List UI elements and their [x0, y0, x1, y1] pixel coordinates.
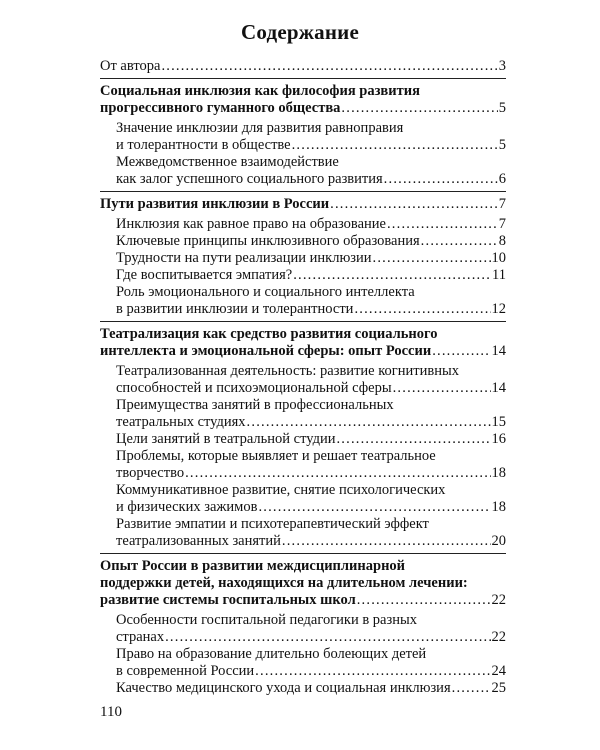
toc-entry-text: Развитие эмпатии и психотерапевтический эффект [116, 516, 429, 532]
toc-entry-text: Преимущества занятий в профессиональных [116, 397, 394, 413]
toc-entry-text: интеллекта и эмоциональной сферы: опыт России [100, 343, 432, 359]
toc-section-3[interactable] [100, 326, 506, 360]
toc-page-number: 18 [491, 465, 506, 481]
leader-dots [373, 250, 491, 267]
toc-page-number: 18 [491, 499, 506, 515]
toc-entry-1b[interactable] [100, 154, 506, 188]
toc-entry-text: Трудности на пути реализации инклюзии [116, 250, 372, 266]
toc-entry-3e[interactable] [100, 482, 506, 516]
leader-dots [161, 58, 497, 75]
toc-section-2[interactable] [100, 196, 506, 213]
toc-entry-1a[interactable] [100, 120, 506, 154]
toc-entry-text: театрализованных занятий [116, 533, 281, 549]
leader-dots [336, 431, 490, 448]
section-divider [100, 321, 506, 322]
toc-entry-3c[interactable] [100, 431, 506, 448]
toc-page-number: 22 [491, 592, 506, 608]
toc-page-number: 25 [491, 680, 506, 696]
page-number: 110 [100, 704, 122, 720]
leader-dots [432, 343, 490, 360]
toc-entry-author-foreword[interactable] [100, 58, 506, 75]
toc-entry-4a[interactable] [100, 612, 506, 646]
leader-dots [282, 533, 491, 550]
toc-section-1[interactable] [100, 83, 506, 117]
toc-page-number: 7 [498, 196, 506, 212]
toc-entry-text: Опыт России в развитии междисциплинарной [100, 558, 406, 574]
toc-entry-text: Качество медицинского ухода и социальная инклюзия [116, 680, 451, 696]
toc-entry-text: и физических зажимов [116, 499, 258, 515]
toc-entry-text: Инклюзия как равное право на образование [116, 216, 386, 232]
leader-dots [247, 414, 491, 431]
toc-page-number: 12 [491, 301, 506, 317]
leader-dots [357, 592, 491, 609]
toc-entry-text: Ключевые принципы инклюзивного образования [116, 233, 420, 249]
toc-entry-4b[interactable] [100, 646, 506, 680]
toc-page-number: 8 [498, 233, 506, 249]
toc-entry-text: Роль эмоционального и социального интеллекта [116, 284, 415, 300]
toc-entry-text: Коммуникативное развитие, снятие психологических [116, 482, 446, 498]
table-of-contents [100, 58, 506, 697]
toc-entry-3a[interactable] [100, 363, 506, 397]
toc-page-number: 10 [491, 250, 506, 266]
leader-dots [185, 465, 490, 482]
toc-page-number: 14 [491, 380, 506, 396]
leader-dots [258, 499, 490, 516]
toc-entry-text: способностей и психоэмоциональной сферы [116, 380, 392, 396]
toc-page-number: 22 [491, 629, 506, 645]
leader-dots [421, 233, 498, 250]
toc-entry-text: От автора [100, 58, 161, 74]
toc-page-number: 5 [498, 137, 506, 153]
toc-entry-text: Театрализованная деятельность: развитие когнитивных [116, 363, 459, 379]
section-divider [100, 78, 506, 79]
toc-entry-4c[interactable] [100, 680, 506, 697]
toc-page-number: 20 [491, 533, 506, 549]
toc-page-number: 24 [491, 663, 506, 679]
leader-dots [393, 380, 491, 397]
toc-page-number: 11 [492, 267, 506, 283]
leader-dots [255, 663, 490, 680]
toc-page-number: 3 [498, 58, 506, 74]
toc-page-number: 14 [491, 343, 506, 359]
leader-dots [384, 171, 498, 188]
leader-dots [293, 267, 491, 284]
toc-entry-text: как залог успешного социального развития [116, 171, 383, 187]
toc-entry-text: развитие системы госпитальных школ [100, 592, 356, 608]
toc-entry-3b[interactable] [100, 397, 506, 431]
leader-dots [292, 137, 498, 154]
leader-dots [452, 680, 491, 697]
leader-dots [165, 629, 490, 646]
toc-entry-3f[interactable] [100, 516, 506, 550]
toc-entry-text: Проблемы, которые выявляет и решает театральное [116, 448, 436, 464]
toc-section-4[interactable] [100, 558, 506, 609]
toc-entry-text: творчество [116, 465, 185, 481]
toc-entry-2d[interactable] [100, 267, 506, 284]
toc-entry-text: в современной России [116, 663, 255, 679]
toc-entry-text: Где воспитывается эмпатия? [116, 267, 293, 283]
toc-page-number: 5 [498, 100, 506, 116]
toc-entry-text: Межведомственное взаимодействие [116, 154, 339, 170]
toc-entry-2c[interactable] [100, 250, 506, 267]
toc-entry-text: Право на образование длительно болеющих детей [116, 646, 427, 662]
toc-entry-3d[interactable] [100, 448, 506, 482]
leader-dots [341, 100, 497, 117]
toc-entry-text: странах [116, 629, 165, 645]
toc-entry-text: Пути развития инклюзии в России [100, 196, 330, 212]
toc-entry-text: и толерантности в обществе [116, 137, 291, 153]
toc-entry-2e[interactable] [100, 284, 506, 318]
leader-dots [354, 301, 490, 318]
page-title: Содержание [241, 20, 359, 44]
leader-dots [330, 196, 498, 213]
section-divider [100, 553, 506, 554]
toc-page-number: 6 [498, 171, 506, 187]
toc-entry-2a[interactable] [100, 216, 506, 233]
toc-page-number: 15 [491, 414, 506, 430]
toc-entry-text: в развитии инклюзии и толерантности [116, 301, 354, 317]
toc-page-number: 7 [498, 216, 506, 232]
leader-dots [387, 216, 498, 233]
toc-page-number: 16 [491, 431, 506, 447]
toc-entry-text: театральных студиях [116, 414, 246, 430]
toc-entry-text: Цели занятий в театральной студии [116, 431, 336, 447]
toc-entry-text: поддержки детей, находящихся на длительном лечении: [100, 575, 468, 591]
toc-entry-text: Театрализация как средство развития социального [100, 326, 438, 342]
section-divider [100, 191, 506, 192]
toc-entry-text: Социальная инклюзия как философия развития [100, 83, 420, 99]
toc-entry-text: прогрессивного гуманного общества [100, 100, 341, 116]
toc-entry-text: Значение инклюзии для развития равноправия [116, 120, 404, 136]
toc-entry-2b[interactable] [100, 233, 506, 250]
toc-entry-text: Особенности госпитальной педагогики в разных [116, 612, 417, 628]
